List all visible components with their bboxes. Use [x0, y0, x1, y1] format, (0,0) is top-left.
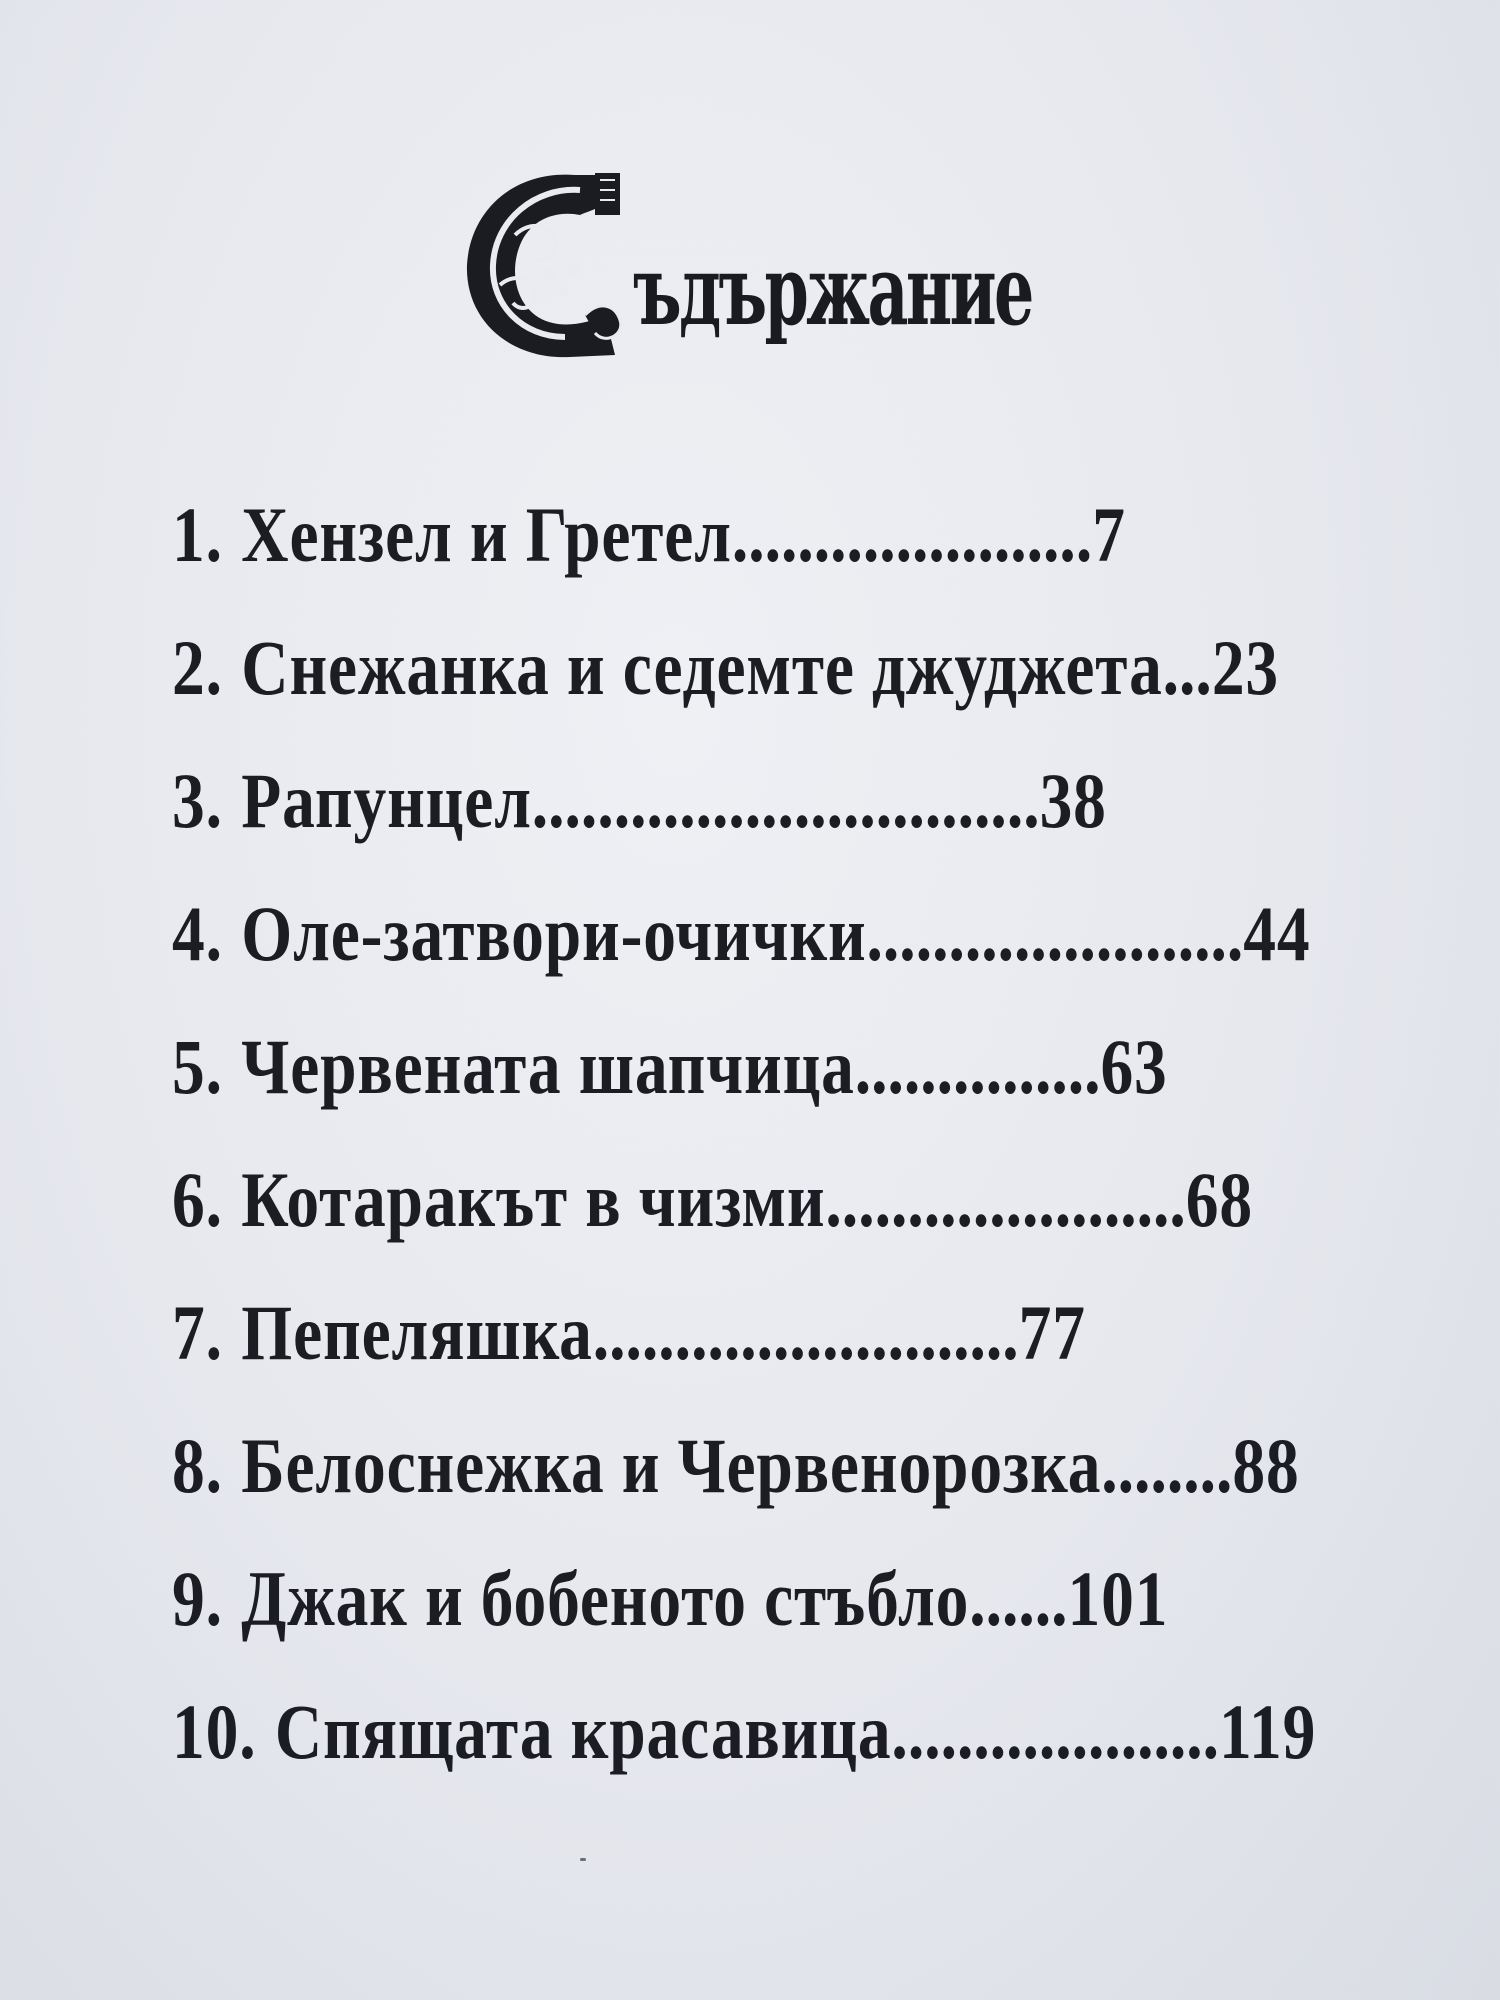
toc-entry-page: 38	[1039, 757, 1107, 844]
toc-entry-page: 7	[1092, 491, 1126, 578]
toc-entry-page: 101	[1067, 1555, 1169, 1642]
toc-entry	[172, 889, 1412, 1022]
toc-entry-line	[172, 623, 1279, 713]
toc-entry-number: 6.	[172, 1156, 223, 1243]
table-of-contents	[172, 490, 1412, 1820]
page-title	[455, 165, 1175, 395]
ornamental-initial	[455, 165, 645, 365]
toc-entry	[172, 490, 1412, 623]
toc-entry	[172, 756, 1412, 889]
toc-entry-title: Хензел и Гретел	[241, 491, 732, 578]
toc-entry-leader: ...	[1162, 624, 1212, 711]
toc-entry-title: Пепеляшка	[241, 1289, 593, 1376]
toc-entry-number: 2.	[172, 624, 223, 711]
toc-entry-page: 77	[1018, 1289, 1086, 1376]
toc-entry-page: 63	[1100, 1023, 1168, 1110]
toc-entry-line	[172, 1687, 1316, 1777]
toc-entry-page: 119	[1219, 1688, 1317, 1775]
toc-entry-number: 10.	[172, 1688, 257, 1775]
toc-entry-number: 4.	[172, 890, 223, 977]
title-initial-letter: С	[546, 297, 554, 308]
toc-entry-title: Червената шапчица	[241, 1023, 855, 1110]
toc-entry-number: 7.	[172, 1289, 223, 1376]
toc-entry-line	[172, 490, 1126, 580]
toc-entry	[172, 1288, 1412, 1421]
toc-entry-number: 8.	[172, 1422, 223, 1509]
toc-entry	[172, 1022, 1412, 1155]
toc-entry-page: 68	[1185, 1156, 1253, 1243]
toc-entry-leader: ......................	[731, 491, 1093, 578]
toc-entry-line	[172, 756, 1107, 846]
toc-entry-title: Рапунцел	[241, 757, 532, 844]
toc-entry-title: Оле-затвори-очички	[241, 890, 867, 977]
toc-entry-page: 44	[1243, 890, 1311, 977]
toc-entry-number: 1.	[172, 491, 223, 578]
toc-entry-leader: ...............................	[531, 757, 1040, 844]
toc-entry-line	[172, 889, 1310, 979]
toc-entry	[172, 1421, 1412, 1554]
toc-entry-number: 5.	[172, 1023, 223, 1110]
toc-entry-leader: ...............	[854, 1023, 1101, 1110]
paper-speck	[580, 1858, 586, 1861]
toc-entry	[172, 1155, 1412, 1288]
toc-entry-page: 88	[1232, 1422, 1300, 1509]
toc-entry-title: Белоснежка и Червенорозка	[241, 1422, 1102, 1509]
toc-entry-title: Спящата красавица	[274, 1688, 892, 1775]
toc-entry-number: 3.	[172, 757, 223, 844]
toc-entry	[172, 1554, 1412, 1687]
toc-entry-number: 9.	[172, 1555, 223, 1642]
toc-entry-leader: ....................	[891, 1688, 1220, 1775]
toc-entry	[172, 623, 1412, 756]
toc-entry	[172, 1687, 1412, 1820]
toc-entry-title: Котаракът в чизми	[241, 1156, 826, 1243]
toc-entry-leader: ..........................	[592, 1289, 1019, 1376]
toc-entry-line	[172, 1288, 1086, 1378]
toc-entry-line	[172, 1554, 1168, 1644]
toc-entry-title: Снежанка и седемте джуджета	[241, 624, 1163, 711]
toc-entry-leader: ........	[1101, 1422, 1233, 1509]
toc-entry-leader: ......	[969, 1555, 1068, 1642]
toc-entry-leader: ......................	[825, 1156, 1186, 1243]
toc-entry-line	[172, 1421, 1300, 1511]
toc-entry-page: 23	[1211, 624, 1280, 711]
toc-entry-title: Джак и бобеното стъбло	[241, 1555, 970, 1642]
toc-entry-leader: .......................	[866, 890, 1244, 977]
toc-entry-line	[172, 1022, 1168, 1112]
title-text: ъдържание	[633, 234, 1032, 347]
toc-entry-line	[172, 1155, 1253, 1245]
